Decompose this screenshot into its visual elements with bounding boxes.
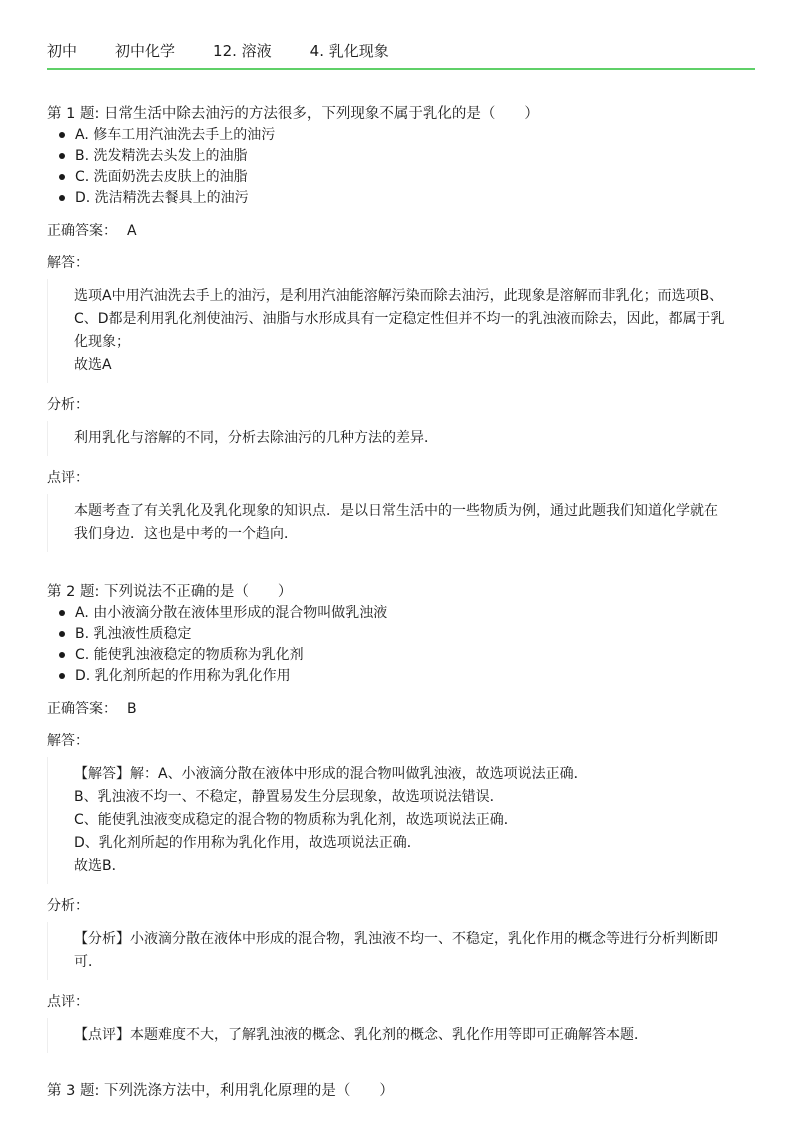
option-item: B. 洗发精洗去头发上的油脂 [75,146,755,167]
comment-block [47,494,755,552]
solution-text: D、乳化剂所起的作用称为乳化作用，故选项说法正确． [74,835,421,851]
page [47,38,755,1102]
solution-label: 解答： [47,255,89,271]
solution-block [47,757,755,884]
solution-text: 选项A中用汽油洗去手上的油污，是利用汽油能溶解污染而除去油污，此现象是溶解而非乳化；而选项B、C、D都是利用乳化剂使油污、油脂与水形成具有一定稳定性但并不均一的乳浊液而除去，因此，都属于乳化现象； [74,288,725,350]
comment-text: 【点评】本题难度不大，了解乳浊液的概念、乳化剂的概念、乳化作用等即可正确解答本题． [74,1027,648,1043]
solution-text: 【解答】解：A、小液滴分散在液体中形成的混合物叫做乳浊液，故选项说法正确． [74,766,588,782]
analysis-label: 分析： [47,397,89,413]
breadcrumb-item[interactable]: 初中 [47,41,78,60]
question-title: 第 2 题: 下列说法不正确的是（ ） [47,584,293,600]
analysis-text: 利用乳化与溶解的不同，分析去除油污的几种方法的差异． [74,430,438,446]
solution-label: 解答： [47,733,89,749]
answer-value: B [127,701,137,717]
answer-label: 正确答案： [47,223,117,239]
option-item: C. 洗面奶洗去皮肤上的油脂 [75,167,755,188]
analysis-text: 【分析】小液滴分散在液体中形成的混合物，乳浊液不均一、不稳定，乳化作用的概念等进行分析判断即可． [74,931,718,970]
solution-text: C、能使乳浊液变成稳定的混合物的物质称为乳化剂，故选项说法正确． [74,812,518,828]
option-item: B. 乳浊液性质稳定 [75,624,755,645]
option-list [47,125,755,209]
question-title: 第 1 题: 日常生活中除去油污的方法很多，下列现象不属于乳化的是（ ） [47,106,539,122]
option-item: C. 能使乳浊液稳定的物质称为乳化剂 [75,645,755,666]
solution-block [47,279,755,383]
solution-text: 故选B． [74,858,126,874]
option-item: D. 洗洁精洗去餐具上的油污 [75,188,755,209]
comment-text: 本题考查了有关乳化及乳化现象的知识点．是以日常生活中的一些物质为例，通过此题我们知道化学就在我们身边．这也是中考的一个趋向． [74,503,718,542]
option-item: D. 乳化剂所起的作用称为乳化作用 [75,666,755,687]
solution-text: 故选A [74,357,112,373]
answer-row [47,221,755,241]
breadcrumb-item[interactable]: 12. 溶液 [213,41,272,60]
question-1 [47,104,755,552]
analysis-label: 分析： [47,898,89,914]
option-item: A. 由小液滴分散在液体里形成的混合物叫做乳浊液 [75,603,755,624]
comment-label: 点评： [47,470,89,486]
comment-block [47,1018,755,1053]
question-title: 第 3 题: 下列洗涤方法中，利用乳化原理的是（ ） [47,1083,394,1099]
option-list [47,603,755,687]
header-divider [47,68,755,70]
analysis-block [47,421,755,456]
option-item: A. 修车工用汽油洗去手上的油污 [75,125,755,146]
breadcrumb-item[interactable]: 初中化学 [115,41,176,60]
analysis-block [47,922,755,980]
question-2 [47,582,755,1053]
answer-value: A [127,223,137,239]
answer-label: 正确答案： [47,701,117,717]
solution-text: B、乳浊液不均一、不稳定，静置易发生分层现象，故选项说法错误． [74,789,504,805]
comment-label: 点评： [47,994,89,1010]
question-3 [47,1081,755,1102]
breadcrumb [47,38,755,62]
breadcrumb-item[interactable]: 4. 乳化现象 [309,41,389,60]
answer-row [47,699,755,719]
